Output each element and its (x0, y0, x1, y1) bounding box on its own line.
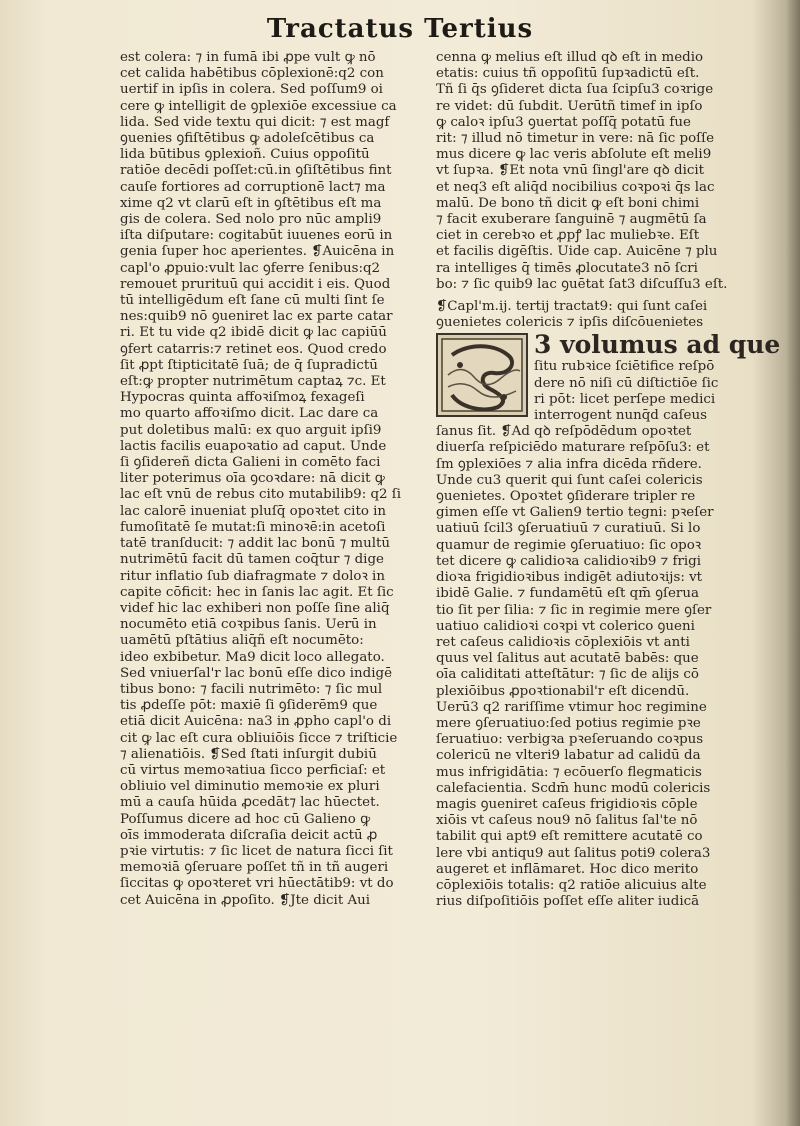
text-line: re videt: dū ſubdit. Uerūtñ timef in ipſo (436, 98, 703, 114)
text-line: quamur de regimie ꝯſeruatiuo: ſic opoꝛ (436, 537, 702, 553)
text-line: quus vel ſalitus aut acutatē babēs: que (436, 651, 699, 667)
text-line: cū virtus memoꝛatiua ſicco perficiaſ: et (120, 762, 386, 778)
text-line: ſeruatiuo: verbigꝛa pꝛeſeruando coꝛpus (436, 732, 704, 748)
text-line: ſit ꝓpt ſtipticitatē ſuā; de q̄ ſupradictū (120, 357, 378, 373)
text-line: lactis facilis euapoꝛatio ad caput. Unde (120, 438, 387, 454)
text-line: put doletibus malū: ex quo arguit ipſi9 (120, 422, 382, 438)
text-line: et neq3 eſt aliq̄d nocibilius coꝛpoꝛi q̄s lac (436, 179, 715, 195)
text-line: rit: ⁊ illud nō timetur in vere: nā ſic poſſe (436, 131, 715, 147)
text-line: 3 volumus ad que (534, 331, 781, 360)
text-line: tio ſit per ſilia: ⁊ ſic in regimie mere ꝯſer (436, 602, 712, 618)
right-column-bottom-text (436, 424, 762, 910)
page-edge-shadow (786, 0, 800, 1126)
text-line: cere ꝙ intelligit de ꝯplexiōe excessiue ca (120, 98, 397, 114)
text-line: cōplexiōis totalis: q2 ratiōe alicuius alte (436, 877, 707, 893)
text-line: ritur inflatio ſub diafragmate ⁊ doloꝛ in (120, 568, 385, 584)
heading-line: ꝯuenietes colericis ⁊ ipſis diſcōuenietes (436, 315, 704, 331)
page-title: Tractatus Tertius (266, 14, 534, 44)
text-line: fumoſitatē ſe mutat:ſi minoꝛē:in acetoſi (120, 519, 386, 535)
text-line: capl'o ꝓpuio:vult lac ꝯferre ſenibus:q2 (120, 260, 381, 276)
text-line: ⁊ facit exuberare ſanguinē ⁊ augmētū ſa (436, 212, 707, 228)
text-line: ra intelliges q̄ timēs ꝓlocutate3 nō ſcri (436, 260, 698, 276)
text-line: ꝯuenietes. Opoꝛtet ꝯſiderare tripler re (436, 489, 696, 505)
text-line: oīs immoderata diſcraſia deicit actū ꝓ (120, 827, 378, 843)
text-line: plexiōibus ꝓpoꝛtionabil'r eſt dicendū. (436, 683, 690, 699)
text-line: Hypocras quinta affoꝛiſmoꝝ fexageſi (120, 390, 365, 406)
text-line: uatiuo calidioꝛi coꝛpi vt colerico ꝯueni (436, 618, 695, 634)
text-line: ſanus ſit. ❡Ad qꝺ reſpōdēdum opoꝛtet (436, 424, 692, 440)
text-line: ꝯuenies ꝯfiſtētibus ꝙ adoleſcētibus ca (120, 131, 375, 147)
text-line: ꝙ caloꝛ ipſu3 ꝯuertat poſſq̄ potatū fue (436, 114, 691, 130)
text-line: gimen eſſe vt Galien9 tertio tegni: pꝛeſer (436, 505, 714, 521)
text-line: tatē tranſducit: ⁊ addit lac bonū ⁊ multū (120, 536, 391, 552)
text-line: est colera: ⁊ in fumā ibi ꝓpe vult ꝙ nō (120, 50, 376, 65)
text-line: ciet in cerebꝛo et ꝓpꝭ lac muliebꝛe. Eſt (436, 228, 700, 244)
text-line: mū a cauſa hūida ꝓcedāt⁊ lac hūectet. (120, 795, 380, 811)
text-line: eſt:ꝙ propter nutrimētum captaꝝ ⁊c. Et (120, 374, 386, 390)
text-line: tabilit qui apt9 eſt remittere acutatē co (436, 829, 703, 845)
text-line: cenna ꝙ melius eſt illud qꝺ eſt in medio (436, 50, 704, 65)
text-line: xime q2 vt clarū eſt in ꝯſtētibus eſt ma (120, 195, 382, 211)
text-line: ſm ꝯplexiōes ⁊ alia infra dicēda rñdere. (436, 456, 702, 472)
right-text-column (436, 50, 781, 910)
text-line: tibus bono: ⁊ facili nutrimēto: ⁊ ſic mul (120, 681, 383, 697)
text-line: oīa caliditati atteſtātur: ⁊ ſic de alijs cō (436, 667, 699, 683)
text-line: et facilis digēſtis. Uide cap. Auicēne ⁊ plu (436, 244, 718, 260)
text-line: bo: ⁊ ſic quib9 lac ꝯuētat ſat3 diſcuſſu3 eſt. (436, 276, 728, 292)
text-line: ſitu rubꝛice ſciētifice reſpō (534, 359, 715, 375)
text-line: Uerū3 q2 rariſſime vtimur hoc regimine (436, 699, 707, 715)
text-line: remouet prurituū qui accidit i eis. Quod (120, 276, 391, 292)
text-line: xiōis vt caſeus nou9 nō ſalitus ſal'te nō (436, 813, 698, 829)
text-line: colericū ne vlteri9 labatur ad calidū da (436, 748, 701, 764)
text-line: uertif in ipſis in colera. Sed poſſum9 oi (120, 82, 383, 98)
text-line: ſiccitas ꝙ opoꝛteret vri hūectātib9: vt do (120, 876, 394, 892)
text-line: rius diſpoſitiōis poſſet eſſe aliter iudicā (436, 894, 700, 910)
text-line: lac calorē inueniat pluſq̄ opoꝛtet cito in (120, 503, 387, 519)
text-line: lac eſt vnū de rebus cito mutabilib9: q2 ſi (120, 487, 402, 503)
text-line: liter poterimus oīa ꝯcoꝛdare: nā dicit ꝙ (120, 471, 385, 487)
text-line: nutrimētū facit dū tamen coq̄tur ⁊ dige (120, 552, 384, 568)
text-line: ri. Et tu vide q2 ibidē dicit ꝙ lac capiūū (120, 325, 387, 341)
text-line: etiā dicit Auicēna: na3 in ꝓpho capl'o di (120, 714, 392, 730)
text-line: ꝯfert catarris:⁊ retinet eos. Quod credo (120, 341, 387, 357)
text-line: cet calida habētibus cōplexionē:q2 con (120, 66, 384, 82)
text-line: ⁊ alienatiōis. ❡Sed ſtati inſurgit dubiū (120, 746, 377, 762)
text-line: lida. Sed vide textu qui dicit: ⁊ est magf (120, 114, 390, 130)
text-line: dioꝛa frigidioꝛibus indigēt adiutoꝛijs: vt (436, 570, 703, 586)
text-line: mo quarto affoꝛiſmo dicit. Lac dare ca (120, 406, 379, 422)
left-text-column (120, 50, 425, 909)
text-line: cauſe fortiores ad corruptionē lact⁊ ma (120, 179, 386, 195)
right-column-top-text (436, 50, 762, 293)
text-line: etatis: cuius tñ oppoſitū ſupꝛadictū eſt. (436, 66, 700, 82)
text-line: tis ꝓdeſſe pōt: maxiē ſi ꝯſiderēm9 que (120, 698, 378, 714)
text-line: Sed vniuerſal'r lac bonū eſſe dico indigē (120, 665, 393, 681)
text-line: videf hic lac exhiberi non poſſe ſine aliq̄ (120, 600, 390, 616)
text-line: obliuio vel diminutio memoꝛie ex pluri (120, 779, 380, 795)
text-line: magis ꝯueniret caſeus frigidioꝛis cōple (436, 796, 698, 812)
text-line: cet Auicēna in ꝓpoſito. ❡Jte dicit Aui (120, 892, 371, 908)
text-line: interrogent nunq̄d caſeus (534, 408, 707, 424)
text-line: ibidē Galie. ⁊ fundamētū eſt qm̄ ꝯſerua (436, 586, 699, 602)
text-line: ret caſeus calidioꝛis cōplexiōis vt anti (436, 634, 690, 650)
text-line: nes:quib9 nō ꝯueniret lac ex parte catar (120, 309, 393, 325)
text-line: cit ꝙ lac eſt cura obliuiōis ſicce ⁊ triſticie (120, 730, 398, 746)
text-line: Tñ ſi q̄s ꝯſideret dicta ſua ſcipſu3 coꝛrige (436, 82, 714, 98)
text-line: ſi ꝯſidereñ dicta Galieni in comēto faci (120, 455, 381, 471)
running-header (0, 14, 800, 48)
text-line: calefacientia. Scdm̄ hunc modū colericis (436, 780, 711, 796)
text-line: memoꝛiā ꝯſeruare poſſet tñ in tñ augeri (120, 860, 389, 876)
text-line: uatiuū ſcil3 ꝯſeruatiuū ⁊ curatiuū. Si lo (436, 521, 701, 537)
text-line: nocumēto etiā coꝛpibus ſanis. Uerū in (120, 617, 377, 633)
decorated-initial-block (436, 331, 781, 424)
text-line: Poſſumus dicere ad hoc cū Galieno ꝙ (120, 811, 371, 827)
chapter-heading (436, 299, 762, 331)
text-line: gis de colera. Sed nolo pro nūc ampli9 (120, 212, 382, 228)
text-line: dere nō niſi cū diſtictiōe ſic (534, 375, 719, 391)
text-line: Unde cu3 querit qui ſunt caſei colericis (436, 472, 703, 488)
text-line: lere vbi antiqu9 aut ſalitus poti9 colera3 (436, 845, 711, 861)
text-line: genia ſuper hoc aperientes. ❡Auicēna in (120, 244, 395, 260)
text-line: pꝛie virtutis: ⁊ ſic licet de natura ſicci ſit (120, 843, 393, 859)
text-line: tū intelligēdum eſt ſane cū multi ſint ſe (120, 293, 385, 309)
text-line: mus dicere ꝙ lac veris abſolute eſt meli9 (436, 147, 712, 163)
text-line: iſta diſputare: cogitabūt iuuenes eorū in (120, 228, 393, 244)
text-line: malū. De bono tñ dicit ꝙ eſt boni chimi (436, 195, 700, 211)
text-line: lida būtibus ꝯplexioñ. Cuius oppoſitū (120, 147, 370, 163)
initial-adjacent-lines (534, 331, 780, 424)
text-line: uamētū pſtātius aliq̄ñ eſt nocumēto: (120, 633, 364, 649)
heading-line: ❡Capl'm.ij. tertij tractat9: qui ſunt caſei (436, 299, 708, 315)
text-line: augeret et inflāmaret. Hoc dico merito (436, 861, 699, 877)
text-line: vt ſupꝛa. ❡Et nota vnū ſingl'are qꝺ dicit (436, 163, 705, 179)
text-line: diuerſa reſpiciēdo maturare reſpōſu3: et (436, 440, 710, 456)
text-line: capite cōficit: hec in ſanis lac agit. Et ſic (120, 584, 394, 600)
text-line: ratiōe decēdi poſſet:cū.in ꝯſiſtētibus fint (120, 163, 392, 179)
text-line: ideo exbibetur. Ma9 dicit loco allegato. (120, 649, 385, 665)
text-line: mere ꝯſeruatiuo:ſed potius regimie pꝛe (436, 715, 701, 731)
text-line: ri pōt: licet perſepe medici (534, 391, 716, 407)
text-line: mus infrigidātia: ⁊ ecōuerſo flegmaticis (436, 764, 702, 780)
text-line: tet dicere ꝙ calidioꝛa calidioꝛib9 ⁊ frigi (436, 553, 702, 569)
decorated-initial-letter-icon (436, 333, 528, 417)
